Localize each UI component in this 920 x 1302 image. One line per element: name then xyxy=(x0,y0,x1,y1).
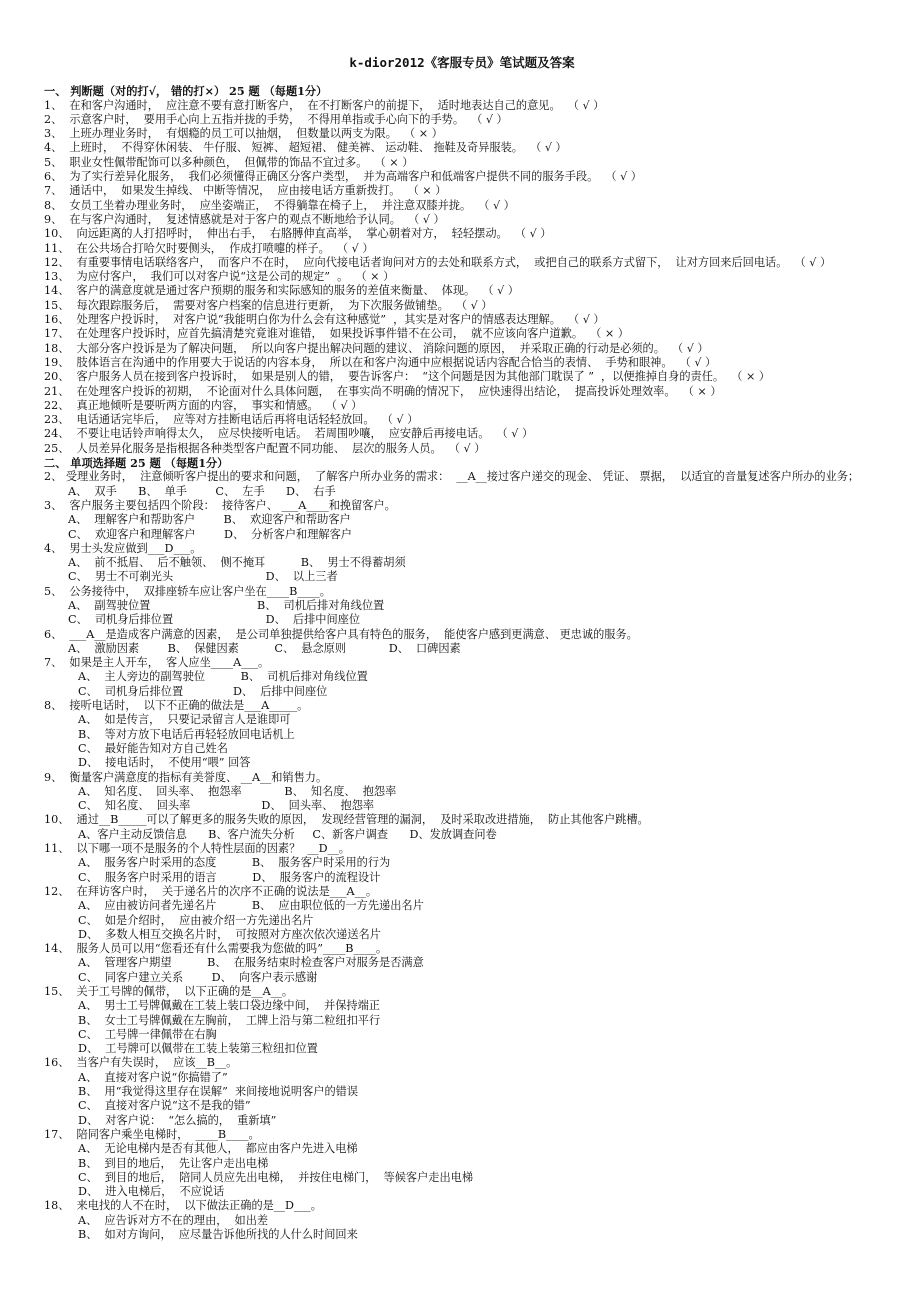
judgement-item: 20、 客户服务人员在接到客户投诉时， 如果是别人的错， 要告诉客户： “这个问题是因为其他部门耽误了 ” ，以便推掉自身的责任。 （ × ） xyxy=(44,370,771,384)
option-line: B、 用“我觉得这里存在误解” 来间接地说明客户的错误 xyxy=(78,1085,359,1099)
section1-heading: 一、 判断题（对的打√， 错的打×） 25 题 （每题1分） xyxy=(44,84,328,99)
option-line: C、 如是介绍时， 应由被介绍一方先递出名片 xyxy=(78,913,314,927)
option-line: A、 管理客户期望 B、 在服务结束时检查客户对服务是否满意 xyxy=(78,956,424,970)
judgement-item: 12、 有重要事情电话联络客户， 而客户不在时， 应向代接电话者询问对方的去处和联系方式， 或把自己的联系方式留下， 让对方回来后回电话。 （ √ ） xyxy=(44,255,832,269)
option-line: A、 知名度、 回头率、 抱怨率 B、 知名度、 抱怨率 xyxy=(78,784,397,798)
judgement-item: 9、 在与客户沟通时， 复述情感就是对于客户的观点不断地给予认同。 （ √ ） xyxy=(44,212,445,226)
question-item: 17、 陪同客户乘坐电梯时， ____B____。 xyxy=(44,1127,260,1141)
option-line: A、 服务客户时采用的态度 B、 服务客户时采用的行为 xyxy=(78,856,391,870)
option-line: A、 副驾驶位置 B、 司机后排对角线位置 xyxy=(68,598,385,612)
option-line: C、 司机身后排位置 D、 后排中间座位 xyxy=(68,613,361,627)
judgement-item: 23、 电话通话完毕后， 应等对方挂断电话后再将电话轻轻放回。 （ √ ） xyxy=(44,413,419,427)
page-title: k-dior2012《客服专员》笔试题及答案 xyxy=(349,55,575,70)
option-line: C、 到目的地后， 陪同人员应先出电梯， 并按住电梯门， 等候客户走出电梯 xyxy=(78,1170,474,1184)
option-line: A、 激励因素 B、 保健因素 C、 悬念原则 D、 口碑因素 xyxy=(68,641,461,655)
question-item: 8、 接听电话时， 以下不正确的做法是___A_____。 xyxy=(44,699,309,713)
option-line: C、 同客户建立关系 D、 向客户表示感谢 xyxy=(78,970,318,984)
judgement-item: 13、 为应付客户， 我们可以对客户说“这是公司的规定” 。 （ × ） xyxy=(44,270,395,284)
option-line: A、 应由被访问者先递名片 B、 应由职位低的一方先递出名片 xyxy=(78,899,424,913)
option-line: C、 最好能告知对方自己姓名 xyxy=(78,741,228,755)
judgement-item: 22、 真正地倾听是要听两方面的内容， 事实和情感。 （ √ ） xyxy=(44,398,363,412)
option-line: A、 直接对客户说“你搞错了” xyxy=(78,1070,228,1084)
option-line: C、 知名度、 回头率 D、 回头率、 抱怨率 xyxy=(78,799,375,813)
judgement-item: 7、 通话中， 如果发生掉线、 中断等情况， 应由接电话方重新拨打。 （ × ） xyxy=(44,184,447,198)
judgement-item: 10、 向远距离的人打招呼时， 伸出右手， 右胳膊伸直高举， 掌心朝着对方， 轻轻摆动。 （ √ ） xyxy=(44,227,552,241)
judgement-item: 24、 不要让电话铃声响得太久， 应尽快接听电话。 若周围吵嚷， 应安静后再接电话。 （ √ ） xyxy=(44,427,534,441)
judgement-item: 5、 职业女性佩带配饰可以多种颜色， 但佩带的饰品不宜过多。 （ × ） xyxy=(44,155,414,169)
option-line: D、 接电话时， 不使用“喂” 回答 xyxy=(78,756,251,770)
judgement-item: 1、 在和客户沟通时， 应注意不要有意打断客户， 在不打断客户的前提下， 适时地表达自己的意见。 （ √ ） xyxy=(44,98,605,112)
section2-list xyxy=(44,470,880,1242)
question-item: 3、 客户服务主要包括四个阶段： 接待客户、 ___A____和挽留客户。 xyxy=(44,498,396,512)
option-line: C、 工号牌一律佩带在右胸 xyxy=(78,1027,217,1041)
judgement-item: 4、 上班时， 不得穿休闲装、 牛仔服、 短裤、 超短裙、 健美裤、 运动鞋、 拖鞋及奇异服装。 （ √ ） xyxy=(44,141,567,155)
option-line: B、 如对方询问， 应尽量告诉他所找的人什么时间回来 xyxy=(78,1228,358,1242)
judgement-item: 25、 人员差异化服务是指根据各种类型客户配置不同功能、 层次的服务人员。 （ √ ） xyxy=(44,441,486,455)
judgement-item: 16、 处理客户投诉时， 对客户说“我能明白你为什么会有这种感觉” ，其实是对客户的情感表达理解。 （ √ ） xyxy=(44,313,605,327)
judgement-item: 3、 上班办理业务时， 有烟瘾的员工可以抽烟， 但数量以两支为限。 （ × ） xyxy=(44,127,443,141)
judgement-item: 15、 每次跟踪服务后， 需要对客户档案的信息进行更新， 为下次服务做铺垫。 （ √ ） xyxy=(44,298,493,312)
question-item: 18、 来电找的人不在时， 以下做法正确的是__D___。 xyxy=(44,1199,322,1213)
option-line: D、 多数人相互交换名片时， 可按照对方座次依次递送名片 xyxy=(78,927,381,941)
option-line: A、 双手 B、 单手 C、 左手 D、 右手 xyxy=(68,484,336,498)
option-line: B、 到目的地后， 先让客户走出电梯 xyxy=(78,1156,269,1170)
judgement-item: 6、 为了实行差异化服务， 我们必须懂得正确区分客户类型， 并为高端客户和低端客户提供不同的服务手段。 （ √ ） xyxy=(44,170,642,184)
option-line: A、 理解客户和帮助客户 B、 欢迎客户和帮助客户 xyxy=(68,513,351,527)
judgement-item: 21、 在处理客户投诉的初期， 不论面对什么具体问题， 在事实尚不明确的情况下， 应快速得出结论， 提高投诉处理效率。 （ × ） xyxy=(44,384,722,398)
question-item: 15、 关于工号牌的佩带， 以下正确的是__A__。 xyxy=(44,985,294,998)
option-line: C、 司机身后排位置 D、 后排中间座位 xyxy=(78,684,328,698)
option-line: A、客户主动反馈信息 B、客户流失分析 C、新客户调查 D、发放调查问卷 xyxy=(78,827,497,841)
judgement-item: 11、 在公共场合打哈欠时要侧头， 作成打喷嚏的样子。 （ √ ） xyxy=(44,241,374,255)
option-line: C、 直接对客户说“这不是我的错” xyxy=(78,1099,251,1113)
option-line: C、 男士不可剃光头 D、 以上三者 xyxy=(68,570,338,584)
option-line: A、 如是传言， 只要记录留言人是谁即可 xyxy=(78,713,291,727)
judgement-item: 8、 女员工坐着办理业务时， 应坐姿端正， 不得躺靠在椅子上， 并注意双膝并拢。 （ √ ） xyxy=(44,198,515,212)
option-line: C、 服务客户时采用的语言 D、 服务客户的流程设计 xyxy=(78,870,381,884)
option-line: D、 工号牌可以佩带在工装上装第三粒纽扣位置 xyxy=(78,1042,318,1056)
judgement-item: 17、 在处理客户投诉时，应首先搞清楚究竟谁对谁错， 如果投诉事件错不在公司， 就不应该向客户道歉。 （ × ） xyxy=(44,327,629,341)
judgement-item: 14、 客户的满意度就是通过客户预期的服务和实际感知的服务的差值来衡量、 体现。 （ √ ） xyxy=(44,284,519,298)
option-line: A、 主人旁边的副驾驶位 B、 司机后排对角线位置 xyxy=(78,670,368,684)
question-item: 2、 受理业务时， 注意倾听客户提出的要求和问题， 了解客户所办业务的需求： __A__接过客户递交的现金、 凭证、 票据， 以适宜的音量复述客户所办的业务； xyxy=(44,470,860,484)
judgement-item: 2、 示意客户时， 要用手心向上五指并拢的手势， 不得用单指或手心向下的手势。 （ √ ） xyxy=(44,112,508,126)
option-line: B、 女士工号牌佩戴在左胸前， 工牌上沿与第二粒纽扣平行 xyxy=(78,1013,381,1027)
question-item: 7、 如果是主人开车， 客人应坐____A___。 xyxy=(44,656,270,670)
option-line: D、 进入电梯后， 不应说话 xyxy=(78,1185,225,1199)
option-line: A、 男士工号牌佩戴在工装上装口袋边缘中间， 并保持端正 xyxy=(78,999,380,1013)
question-item: 4、 男士头发应做到___D___。 xyxy=(44,541,202,555)
question-item: 11、 以下哪一项不是服务的个人特性层面的因素？ __D__。 xyxy=(44,842,350,856)
option-line: D、 对客户说： “怎么搞的， 重新填” xyxy=(78,1113,277,1127)
option-line: C、 欢迎客户和理解客户 D、 分析客户和理解客户 xyxy=(68,527,352,541)
question-item: 10、 通过__B_____可以了解更多的服务失败的原因， 发现经营管理的漏洞， 及时采取改进措施， 防止其他客户跳槽。 xyxy=(44,813,649,827)
question-item: 5、 公务接待中， 双排座轿车应让客户坐在____B____。 xyxy=(44,584,331,598)
option-line: A、 应告诉对方不在的理由， 如出差 xyxy=(78,1213,269,1227)
option-line: A、 无论电梯内是否有其他人， 都应由客户先进入电梯 xyxy=(78,1142,358,1156)
section2-heading: 二、 单项选择题 25 题 （每题1分） xyxy=(44,456,229,471)
question-item: 14、 服务人员可以用“您看还有什么需要我为您做的吗”____B____。 xyxy=(44,942,388,956)
option-line: B、 等对方放下电话后再轻轻放回电话机上 xyxy=(78,727,295,741)
judgement-item: 19、 肢体语言在沟通中的作用要大于说话的内容本身， 所以在和客户沟通中应根据说话内容配合恰当的表情、 手势和眼神。 （ √ ） xyxy=(44,355,717,369)
question-item: 6、 ___A__是造成客户满意的因素， 是公司单独提供给客户具有特色的服务， 能使客户感到更满意、 更忠诚的服务。 xyxy=(44,627,638,641)
section1-list xyxy=(44,99,880,456)
question-item: 9、 衡量客户满意度的指标有美誉度、 __A__和销售力。 xyxy=(44,770,328,784)
question-item: 16、 当客户有失误时， 应该__B__。 xyxy=(44,1056,238,1070)
option-line: A、 前不抵眉、 后不触领、 侧不掩耳 B、 男士不得蓄胡须 xyxy=(68,556,406,570)
question-item: 12、 在拜访客户时， 关于递名片的次序不正确的说法是___A__。 xyxy=(44,884,378,898)
judgement-item: 18、 大部分客户投诉是为了解决问题， 所以向客户提出解决问题的建议、 消除问题的原因， 并采取正确的行动是必须的。 （ √ ） xyxy=(44,341,709,355)
